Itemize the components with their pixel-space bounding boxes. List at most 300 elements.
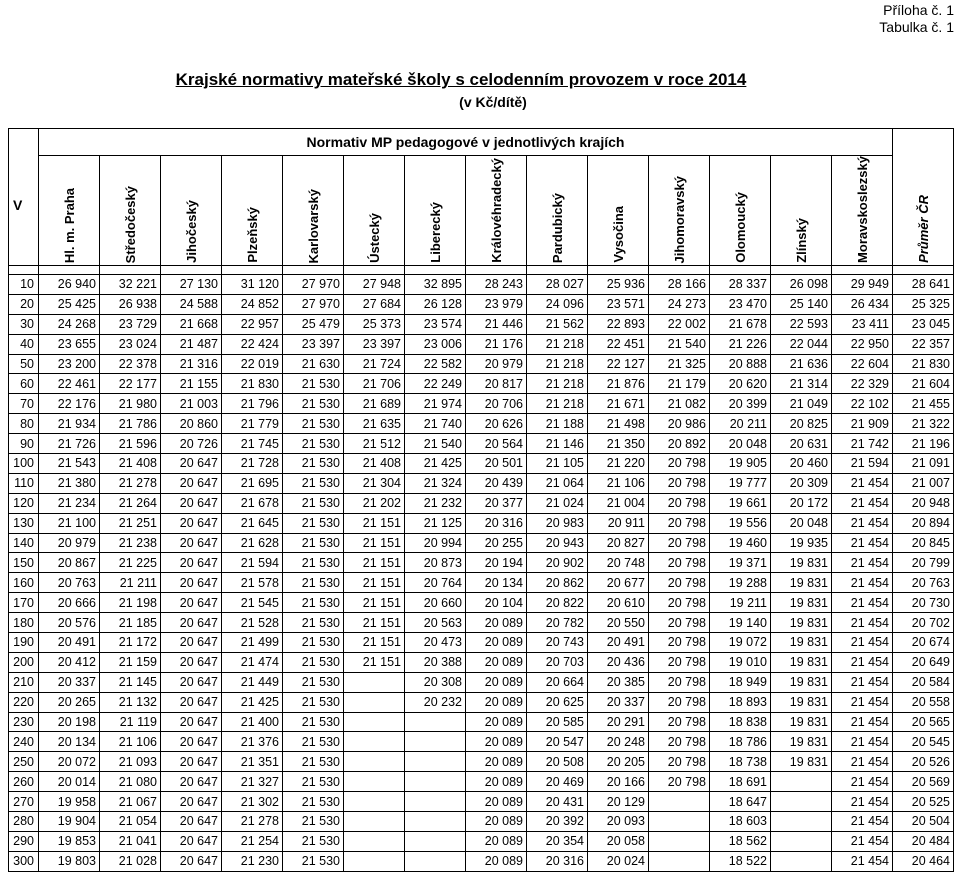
spacer-cell (344, 265, 405, 274)
value-cell: 21 454 (832, 692, 893, 712)
value-cell: 32 895 (405, 274, 466, 294)
value-cell: 21 151 (344, 593, 405, 613)
value-cell: 20 093 (588, 812, 649, 832)
value-cell: 20 798 (649, 613, 710, 633)
value-cell (344, 772, 405, 792)
value-cell: 20 798 (649, 692, 710, 712)
column-header-label: Středočeský (122, 185, 138, 263)
value-cell: 21 232 (405, 493, 466, 513)
value-cell: 21 540 (405, 434, 466, 454)
value-cell: 22 378 (100, 354, 161, 374)
v-cell: 190 (9, 632, 39, 652)
value-cell (771, 831, 832, 851)
value-cell: 21 980 (100, 394, 161, 414)
value-cell (344, 831, 405, 851)
value-cell: 21 540 (649, 334, 710, 354)
column-header (527, 156, 588, 266)
value-cell: 20 948 (893, 493, 954, 513)
value-cell: 20 194 (466, 553, 527, 573)
value-cell: 21 530 (283, 772, 344, 792)
value-cell: 19 904 (39, 812, 100, 832)
value-cell: 21 909 (832, 414, 893, 434)
value-cell: 20 439 (466, 473, 527, 493)
value-cell: 21 578 (222, 573, 283, 593)
value-cell: 21 351 (222, 752, 283, 772)
table-row (9, 632, 954, 652)
value-cell: 21 745 (222, 434, 283, 454)
value-cell: 22 127 (588, 354, 649, 374)
value-cell: 21 645 (222, 513, 283, 533)
table-row (9, 394, 954, 414)
v-cell: 250 (9, 752, 39, 772)
value-cell: 27 948 (344, 274, 405, 294)
value-cell: 21 218 (527, 394, 588, 414)
value-cell: 21 454 (832, 593, 893, 613)
value-cell: 20 647 (161, 692, 222, 712)
value-cell: 21 172 (100, 632, 161, 652)
value-cell: 21 151 (344, 553, 405, 573)
value-cell: 20 625 (527, 692, 588, 712)
value-cell: 24 273 (649, 294, 710, 314)
value-cell: 21 151 (344, 533, 405, 553)
column-header (771, 156, 832, 266)
value-cell: 25 936 (588, 274, 649, 294)
value-cell: 21 636 (771, 354, 832, 374)
value-cell: 20 845 (893, 533, 954, 553)
value-cell: 20 798 (649, 573, 710, 593)
v-column-header: V (9, 129, 39, 266)
value-cell: 21 671 (588, 394, 649, 414)
value-cell: 21 562 (527, 314, 588, 334)
page-subtitle (0, 94, 960, 110)
v-cell: 140 (9, 533, 39, 553)
value-cell (405, 831, 466, 851)
value-cell: 21 198 (100, 593, 161, 613)
value-cell: 20 337 (588, 692, 649, 712)
value-cell: 20 647 (161, 752, 222, 772)
value-cell: 21 105 (527, 453, 588, 473)
value-cell: 20 799 (893, 553, 954, 573)
value-cell: 20 464 (893, 851, 954, 871)
value-cell: 21 125 (405, 513, 466, 533)
value-cell: 21 678 (710, 314, 771, 334)
value-cell: 20 089 (466, 792, 527, 812)
value-cell: 21 530 (283, 792, 344, 812)
value-cell: 20 647 (161, 652, 222, 672)
value-cell: 22 176 (39, 394, 100, 414)
value-cell: 21 100 (39, 513, 100, 533)
value-cell (344, 812, 405, 832)
v-cell: 60 (9, 374, 39, 394)
value-cell: 21 454 (832, 792, 893, 812)
value-cell: 21 934 (39, 414, 100, 434)
value-cell: 21 091 (893, 453, 954, 473)
v-cell: 290 (9, 831, 39, 851)
value-cell: 20 647 (161, 473, 222, 493)
value-cell: 20 316 (527, 851, 588, 871)
value-cell: 23 006 (405, 334, 466, 354)
value-cell: 29 949 (832, 274, 893, 294)
value-cell: 21 530 (283, 613, 344, 633)
value-cell: 21 454 (832, 553, 893, 573)
v-cell: 170 (9, 593, 39, 613)
value-cell: 21 530 (283, 712, 344, 732)
value-cell (344, 732, 405, 752)
value-cell: 21 528 (222, 613, 283, 633)
value-cell: 20 748 (588, 553, 649, 573)
value-cell: 23 571 (588, 294, 649, 314)
value-cell: 21 530 (283, 672, 344, 692)
value-cell: 21 830 (222, 374, 283, 394)
value-cell: 21 530 (283, 414, 344, 434)
value-cell: 21 454 (832, 732, 893, 752)
value-cell: 20 649 (893, 652, 954, 672)
v-cell: 70 (9, 394, 39, 414)
value-cell: 21 004 (588, 493, 649, 513)
value-cell: 20 798 (649, 533, 710, 553)
column-header (161, 156, 222, 266)
value-cell: 20 702 (893, 613, 954, 633)
spacer-cell (771, 265, 832, 274)
value-cell: 20 983 (527, 513, 588, 533)
table-row (9, 593, 954, 613)
value-cell (344, 752, 405, 772)
value-cell: 21 530 (283, 434, 344, 454)
column-header (222, 156, 283, 266)
value-cell: 21 830 (893, 354, 954, 374)
value-cell: 20 626 (466, 414, 527, 434)
value-cell: 21 082 (649, 394, 710, 414)
table-row (9, 434, 954, 454)
value-cell: 22 950 (832, 334, 893, 354)
value-cell: 20 558 (893, 692, 954, 712)
value-cell: 21 179 (649, 374, 710, 394)
value-cell: 20 979 (39, 533, 100, 553)
value-cell: 21 314 (771, 374, 832, 394)
value-cell: 20 569 (893, 772, 954, 792)
value-cell: 21 454 (832, 752, 893, 772)
value-cell: 20 291 (588, 712, 649, 732)
value-cell: 23 024 (100, 334, 161, 354)
value-cell: 20 726 (161, 434, 222, 454)
value-cell: 21 264 (100, 493, 161, 513)
column-header-label: Karlovarský (305, 188, 321, 263)
value-cell: 20 089 (466, 732, 527, 752)
value-cell: 21 106 (100, 732, 161, 752)
value-cell: 21 876 (588, 374, 649, 394)
value-cell: 18 562 (710, 831, 771, 851)
value-cell: 20 888 (710, 354, 771, 374)
value-cell (405, 772, 466, 792)
value-cell: 21 218 (527, 354, 588, 374)
spacer-cell (9, 265, 39, 274)
value-cell: 21 324 (405, 473, 466, 493)
column-header-label: Ústecký (366, 213, 382, 263)
table-row (9, 314, 954, 334)
value-cell: 23 397 (344, 334, 405, 354)
value-cell: 21 408 (344, 453, 405, 473)
value-cell: 21 151 (344, 573, 405, 593)
value-cell: 19 288 (710, 573, 771, 593)
value-cell: 20 647 (161, 533, 222, 553)
value-cell: 20 576 (39, 613, 100, 633)
value-cell: 20 782 (527, 613, 588, 633)
value-cell: 20 647 (161, 553, 222, 573)
table-number-label: Tabulka č. 1 (879, 19, 954, 35)
value-cell: 21 254 (222, 831, 283, 851)
table-row (9, 652, 954, 672)
value-cell: 20 798 (649, 772, 710, 792)
value-cell: 20 309 (771, 473, 832, 493)
value-cell: 21 604 (893, 374, 954, 394)
value-cell: 20 198 (39, 712, 100, 732)
value-cell: 20 089 (466, 712, 527, 732)
value-cell: 21 454 (832, 533, 893, 553)
value-cell (344, 712, 405, 732)
spacer-cell (832, 265, 893, 274)
value-cell (344, 692, 405, 712)
value-cell: 21 530 (283, 394, 344, 414)
value-cell: 21 176 (466, 334, 527, 354)
value-cell: 21 155 (161, 374, 222, 394)
value-cell: 20 860 (161, 414, 222, 434)
value-cell: 21 449 (222, 672, 283, 692)
value-cell: 20 660 (405, 593, 466, 613)
value-cell: 20 072 (39, 752, 100, 772)
value-cell: 20 308 (405, 672, 466, 692)
spacer-cell (405, 265, 466, 274)
table-row (9, 473, 954, 493)
value-cell: 20 798 (649, 752, 710, 772)
value-cell: 19 831 (771, 652, 832, 672)
value-cell (405, 712, 466, 732)
value-cell: 20 873 (405, 553, 466, 573)
value-cell: 21 454 (832, 613, 893, 633)
column-header-row (9, 156, 954, 266)
value-cell: 21 041 (100, 831, 161, 851)
value-cell: 20 666 (39, 593, 100, 613)
value-cell: 21 530 (283, 732, 344, 752)
value-cell: 19 371 (710, 553, 771, 573)
value-cell: 20 255 (466, 533, 527, 553)
value-cell: 21 278 (100, 473, 161, 493)
value-cell: 20 058 (588, 831, 649, 851)
value-cell: 21 146 (527, 434, 588, 454)
value-cell: 20 763 (893, 573, 954, 593)
value-cell: 20 564 (466, 434, 527, 454)
value-cell: 26 128 (405, 294, 466, 314)
table-row (9, 414, 954, 434)
v-cell: 200 (9, 652, 39, 672)
value-cell (405, 752, 466, 772)
column-header (466, 156, 527, 266)
value-cell: 24 852 (222, 294, 283, 314)
v-cell: 210 (9, 672, 39, 692)
value-cell: 21 322 (893, 414, 954, 434)
value-cell: 21 742 (832, 434, 893, 454)
spacer-cell (466, 265, 527, 274)
value-cell: 20 491 (39, 632, 100, 652)
value-cell: 19 831 (771, 672, 832, 692)
v-cell: 220 (9, 692, 39, 712)
spacer-cell (222, 265, 283, 274)
value-cell: 23 655 (39, 334, 100, 354)
value-cell: 21 487 (161, 334, 222, 354)
value-cell: 20 484 (893, 831, 954, 851)
value-cell: 19 905 (710, 453, 771, 473)
value-cell: 19 831 (771, 712, 832, 732)
column-header-label: Královéhradecký (488, 158, 504, 263)
value-cell: 23 045 (893, 314, 954, 334)
v-cell: 300 (9, 851, 39, 871)
value-cell: 20 508 (527, 752, 588, 772)
value-cell: 20 911 (588, 513, 649, 533)
value-cell (771, 772, 832, 792)
value-cell: 18 893 (710, 692, 771, 712)
column-header (710, 156, 771, 266)
value-cell: 28 027 (527, 274, 588, 294)
value-cell (344, 851, 405, 871)
value-cell: 25 373 (344, 314, 405, 334)
value-cell: 21 454 (832, 473, 893, 493)
value-cell: 20 089 (466, 752, 527, 772)
value-cell: 21 093 (100, 752, 161, 772)
v-cell: 150 (9, 553, 39, 573)
value-cell: 20 089 (466, 812, 527, 832)
value-cell: 20 501 (466, 453, 527, 473)
value-cell: 20 089 (466, 652, 527, 672)
value-cell: 20 585 (527, 712, 588, 732)
region-group-header: Normativ MP pedagogové v jednotlivých krajích (39, 129, 893, 156)
value-cell: 21 325 (649, 354, 710, 374)
value-cell (344, 792, 405, 812)
header-spacer-row (9, 265, 954, 274)
value-cell: 20 798 (649, 732, 710, 752)
value-cell: 19 831 (771, 692, 832, 712)
spacer-cell (893, 265, 954, 274)
value-cell: 22 102 (832, 394, 893, 414)
value-cell: 21 530 (283, 374, 344, 394)
v-cell: 160 (9, 573, 39, 593)
value-cell: 26 434 (832, 294, 893, 314)
value-cell: 21 454 (832, 573, 893, 593)
avg-header-top (893, 129, 954, 156)
value-cell: 20 431 (527, 792, 588, 812)
value-cell: 20 894 (893, 513, 954, 533)
value-cell: 20 526 (893, 752, 954, 772)
value-cell: 26 940 (39, 274, 100, 294)
value-cell: 21 530 (283, 632, 344, 652)
value-cell: 18 738 (710, 752, 771, 772)
column-header-label: Jihočeský (183, 200, 199, 263)
value-cell: 20 647 (161, 792, 222, 812)
value-cell: 21 668 (161, 314, 222, 334)
value-cell: 21 151 (344, 652, 405, 672)
value-cell: 18 691 (710, 772, 771, 792)
avg-column-header-label: Průměr ČR (915, 195, 931, 263)
value-cell: 21 234 (39, 493, 100, 513)
table-row (9, 354, 954, 374)
table-row (9, 513, 954, 533)
value-cell: 20 412 (39, 652, 100, 672)
value-cell: 20 827 (588, 533, 649, 553)
value-cell: 19 831 (771, 573, 832, 593)
spacer-cell (283, 265, 344, 274)
value-cell: 21 454 (832, 712, 893, 732)
value-cell: 20 647 (161, 493, 222, 513)
value-cell: 22 451 (588, 334, 649, 354)
v-cell: 10 (9, 274, 39, 294)
column-header (283, 156, 344, 266)
value-cell: 21 024 (527, 493, 588, 513)
spacer-cell (588, 265, 649, 274)
value-cell: 22 604 (832, 354, 893, 374)
value-cell: 27 684 (344, 294, 405, 314)
value-cell: 20 825 (771, 414, 832, 434)
v-cell: 20 (9, 294, 39, 314)
value-cell: 21 159 (100, 652, 161, 672)
value-cell: 19 831 (771, 752, 832, 772)
value-cell (405, 792, 466, 812)
value-cell: 21 327 (222, 772, 283, 792)
value-cell: 20 674 (893, 632, 954, 652)
avg-column-header (893, 156, 954, 266)
value-cell: 21 454 (832, 493, 893, 513)
value-cell: 21 530 (283, 513, 344, 533)
value-cell: 18 603 (710, 812, 771, 832)
page-title (0, 70, 960, 90)
v-cell: 230 (9, 712, 39, 732)
value-cell: 21 530 (283, 812, 344, 832)
value-cell: 20 545 (893, 732, 954, 752)
value-cell: 20 610 (588, 593, 649, 613)
value-cell: 20 764 (405, 573, 466, 593)
value-cell: 21 530 (283, 573, 344, 593)
column-header-label: Liberecký (427, 202, 443, 263)
value-cell: 26 938 (100, 294, 161, 314)
value-cell: 28 166 (649, 274, 710, 294)
value-cell: 20 647 (161, 453, 222, 473)
table-row (9, 613, 954, 633)
value-cell (405, 812, 466, 832)
value-cell: 20 024 (588, 851, 649, 871)
column-header (344, 156, 405, 266)
value-cell: 21 545 (222, 593, 283, 613)
value-cell (649, 851, 710, 871)
value-cell: 21 238 (100, 533, 161, 553)
value-cell: 31 120 (222, 274, 283, 294)
value-cell: 21 454 (832, 772, 893, 792)
value-cell: 20 647 (161, 613, 222, 633)
value-cell: 19 803 (39, 851, 100, 871)
value-cell: 18 522 (710, 851, 771, 871)
value-cell: 21 695 (222, 473, 283, 493)
value-cell: 21 454 (832, 672, 893, 692)
v-cell: 260 (9, 772, 39, 792)
value-cell (405, 851, 466, 871)
value-cell: 22 249 (405, 374, 466, 394)
value-cell: 20 798 (649, 493, 710, 513)
value-cell: 20 703 (527, 652, 588, 672)
value-cell: 22 329 (832, 374, 893, 394)
value-cell: 21 740 (405, 414, 466, 434)
column-header (588, 156, 649, 266)
table-row (9, 573, 954, 593)
value-cell: 20 392 (527, 812, 588, 832)
value-cell: 21 425 (405, 453, 466, 473)
value-cell: 19 935 (771, 533, 832, 553)
value-cell: 20 647 (161, 772, 222, 792)
